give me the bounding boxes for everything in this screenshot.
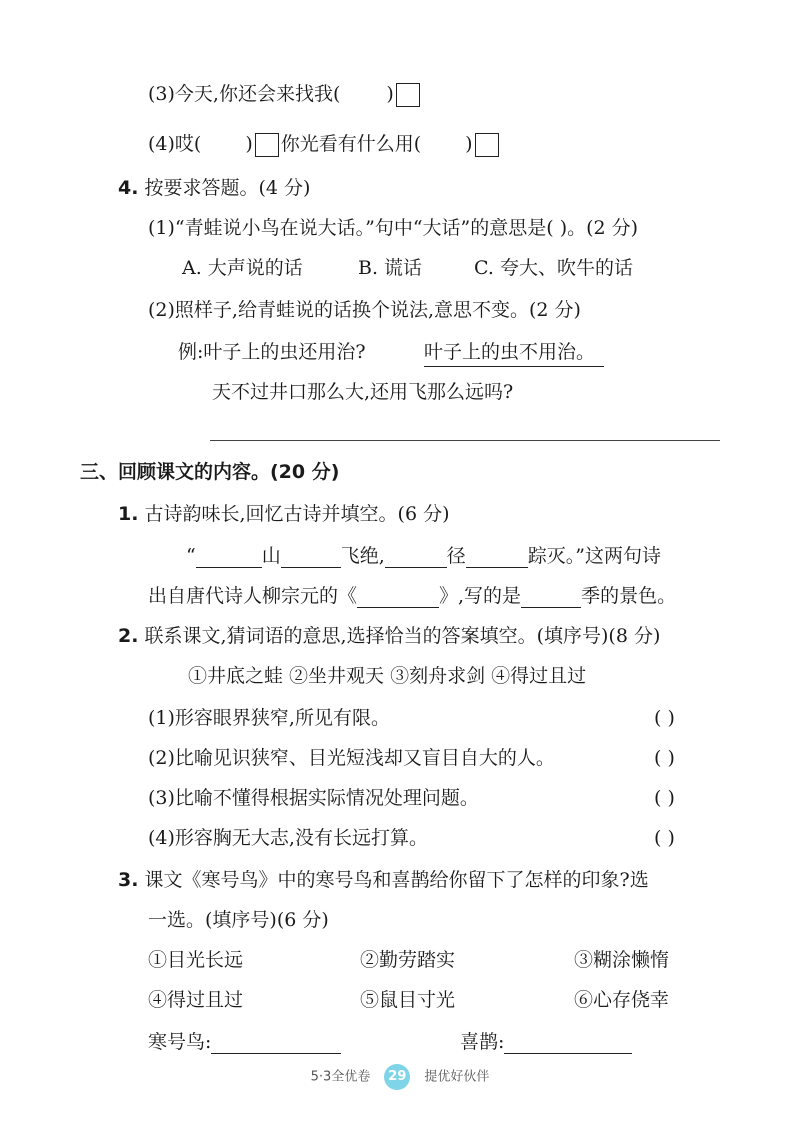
q4-option-c: C. 夸大、吹牛的话 [474,257,633,279]
trait-option-3: ③糊涂懒惰 [574,949,670,971]
q4-part-2: (2)照样子,给青蛙说的话换个说法,意思不变。(2 分) [148,299,581,321]
question-number: 4. [118,177,139,199]
question-text: 联系课文,猜词语的意思,选择恰当的答案填空。(填序号)(8 分) [144,625,661,647]
q2-item-1: (1)形容眼界狭窄,所见有限。 [148,707,390,729]
answer-paren-1[interactable]: ( ) [654,707,675,729]
answer-box[interactable] [396,83,420,107]
example-label: 例:叶子上的虫还用治? [178,341,366,363]
question-number: 1. [118,503,139,525]
item-4-text-c: 你光看有什么用( [280,133,422,155]
answer-box[interactable] [475,133,499,157]
trait-option-4: ④得过且过 [148,989,244,1011]
q4-option-a: A. 大声说的话 [182,257,303,279]
trait-option-2: ②勤劳踏实 [360,949,456,971]
item-3-line [148,82,422,107]
poem-text: 》,写的是 [439,585,522,607]
q2-item-2: (2)比喻见识狭窄、目光短浅却又盲目自大的人。 [148,747,555,769]
blank[interactable] [211,1033,341,1054]
blank[interactable] [466,547,528,568]
answer-paren-2[interactable]: ( ) [654,747,675,769]
trait-option-6: ⑥心存侥幸 [574,989,670,1011]
trait-option-1: ①目光长远 [148,949,244,971]
poem-text: 季的景色。 [581,585,677,607]
item-4-text-b: ) [245,133,253,155]
answer-paren-4[interactable]: ( ) [654,827,675,849]
item-3-text: (3)今天,你还会来找我( [148,83,341,105]
blank[interactable] [196,547,262,568]
poem-line-2 [148,584,676,608]
footer-brand: 5·3全优卷 [310,1069,371,1085]
rewrite-sentence: 天不过井口那么大,还用飞那么远吗? [212,381,514,403]
question-text: 按要求答题。(4 分) [144,177,311,199]
page-number-badge: 29 [384,1064,410,1090]
xique-answer [460,1030,632,1054]
poem-text: 径 [446,545,466,567]
trait-option-5: ⑤鼠目寸光 [360,989,456,1011]
answer-box[interactable] [255,133,279,157]
s3-question-3-title-cont: 一选。(填序号)(6 分) [148,909,329,931]
answer-label: 喜鹊: [460,1031,505,1053]
item-4-line [148,132,501,157]
poem-text: 飞绝, [340,545,385,567]
idiom-choices: ①井底之蛙 ②坐井观天 ③刻舟求剑 ④得过且过 [188,665,587,687]
poem-text: 山 [261,545,281,567]
poem-text: 出自唐代诗人柳宗元的《 [148,585,358,607]
poem-text: “ [186,545,196,567]
blank[interactable] [521,587,581,608]
question-4-title [118,176,310,200]
poem-line-1 [186,544,661,568]
s3-question-2-title [118,624,660,648]
poem-text: 踪灭。”这两句诗 [527,545,662,567]
q2-item-3: (3)比喻不懂得根据实际情况处理问题。 [148,787,479,809]
item-3-close: ) [386,83,394,105]
blank[interactable] [504,1033,632,1054]
q4-part-1: (1)“青蛙说小鸟在说大话。”句中“大话”的意思是( )。(2 分) [148,217,639,239]
item-4-text-a: (4)哎( [148,133,202,155]
blank[interactable] [357,587,439,608]
answer-line[interactable] [210,440,720,441]
blank[interactable] [281,547,341,568]
answer-paren-3[interactable]: ( ) [654,787,675,809]
page-footer [0,1064,800,1090]
section-3-title: 三、回顾课文的内容。(20 分) [80,461,340,483]
item-4-text-d: ) [465,133,473,155]
q2-item-4: (4)形容胸无大志,没有长远打算。 [148,827,428,849]
blank[interactable] [385,547,447,568]
answer-label: 寒号鸟: [148,1031,212,1053]
question-text: 课文《寒号鸟》中的寒号鸟和喜鹊给你留下了怎样的印象?选 [144,869,649,891]
s3-question-1-title [118,502,450,526]
q4-option-b: B. 谎话 [358,257,423,279]
footer-slogan: 提优好伙伴 [424,1069,490,1085]
example-answer: 叶子上的虫不用治。 [424,340,604,367]
question-number: 3. [118,869,139,891]
hanhaoniao-answer [148,1030,341,1054]
s3-question-3-title [118,868,649,892]
question-text: 古诗韵味长,回忆古诗并填空。(6 分) [144,503,450,525]
question-number: 2. [118,625,139,647]
